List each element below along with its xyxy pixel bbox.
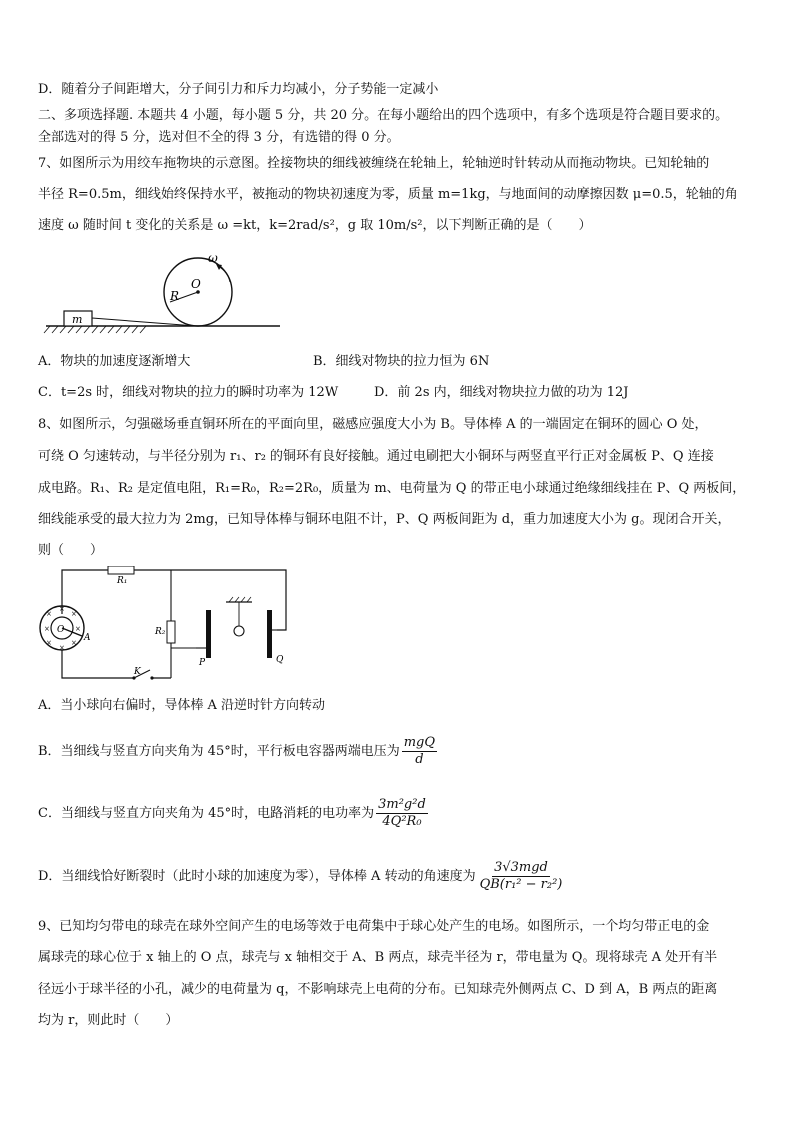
option-8d: D．当细线恰好断裂时（此时小球的加速度为零），导体棒 A 转动的角速度为 $\frac{\text{3√3mgd}}{\text{QB(r₁² − r₂²)}}$ xyxy=(38,860,563,892)
svg-text:O: O xyxy=(191,277,201,291)
option-7a: A．物块的加速度逐渐增大 xyxy=(38,354,191,369)
svg-text:×: × xyxy=(71,639,77,647)
resistor-r2 xyxy=(167,621,175,643)
svg-text:×: × xyxy=(59,644,65,652)
svg-text:R₁: R₁ xyxy=(117,576,128,586)
text-line: 均为 r，则此时（ ） xyxy=(38,1013,179,1028)
svg-text:×: × xyxy=(71,610,77,618)
text-line: 全部选对的得 5 分，选对但不全的得 3 分，有选错的得 0 分。 xyxy=(38,130,400,145)
circuit-figure xyxy=(36,566,298,690)
charged-ball xyxy=(234,626,244,636)
option-8b: B．当细线与竖直方向夹角为 45°时，平行板电容器两端电压为 $\frac{\text{mgQ}}{d}$ xyxy=(38,735,436,767)
text-line: 则（ ） xyxy=(38,543,104,558)
winch-figure xyxy=(36,244,296,334)
option-8c: C．当细线与竖直方向夹角为 45°时，电路消耗的电功率为 $\frac{\text{3m²g²d}}{\text{4Q²R₀}}$ xyxy=(38,797,426,829)
text-line: 半径 R=0.5m，细线始终保持水平，被拖动的物块初速度为零，质量 m=1kg，与地面间的动摩擦因数 μ=0.5，轮轴的角 xyxy=(38,187,738,202)
plate-p xyxy=(206,610,211,658)
svg-text:O: O xyxy=(57,625,65,635)
question-7: 7、如图所示为用绞车拖物块的示意图。拴接物块的细线被缠绕在轮轴上，轮轴逆时针转动从而拖动物块。已知轮轴的 xyxy=(38,156,710,171)
text-line: 速度 ω 随时间 t 变化的关系是 ω =kt，k=2rad/s²，g 取 10m/s²，以下判断正确的是（ ） xyxy=(38,218,592,233)
svg-text:P: P xyxy=(199,658,206,668)
svg-text:×: × xyxy=(46,610,52,618)
svg-text:ω: ω xyxy=(208,251,218,265)
svg-text:R: R xyxy=(170,289,180,303)
section-heading: 二、多项选择题. 本题共 4 小题，每小题 5 分，共 20 分。在每小题给出的四个选项中，有多个选项是符合题目要求的。 xyxy=(38,108,729,123)
text-line: 成电路。R₁、R₂ 是定值电阻，R₁=R₀，R₂=2R₀，质量为 m、电荷量为 Q 的带正电小球通过绝缘细线挂在 P、Q 两板间， xyxy=(38,481,746,496)
question-8: 8、如图所示，匀强磁场垂直铜环所在的平面向里，磁感应强度大小为 B。导体棒 A 的一端固定在铜环的圆心 O 处， xyxy=(38,417,708,432)
svg-text:×: × xyxy=(46,639,52,647)
svg-text:R₂: R₂ xyxy=(155,627,166,637)
fraction: $\frac{\text{mgQ}}{d}$ xyxy=(403,735,436,767)
svg-text:A: A xyxy=(84,633,91,643)
svg-text:×: × xyxy=(44,625,50,633)
text-line: 细线能承受的最大拉力为 2mg，已知导体棒与铜环电阻不计，P、Q 两板间距为 d，重力加速度大小为 g。现闭合开关， xyxy=(38,512,731,527)
option-7d: D．前 2s 内，细线对物块拉力做的功为 12J xyxy=(374,385,629,400)
svg-text:K: K xyxy=(134,667,141,677)
text-line: 属球壳的球心位于 x 轴上的 O 点，球壳与 x 轴相交于 A、B 两点，球壳半径为 r，带电量为 Q。现将球壳 A 处开有半 xyxy=(38,950,718,965)
svg-text:×: × xyxy=(75,625,81,633)
fraction: $\frac{\text{3m²g²d}}{\text{4Q²R₀}}$ xyxy=(378,797,426,829)
option-7c: C．t=2s 时，细线对物块的拉力的瞬时功率为 12W xyxy=(38,385,339,400)
block-label: m xyxy=(72,313,83,326)
svg-text:×: × xyxy=(59,605,65,613)
text-line: D．随着分子间距增大，分子间引力和斥力均减小，分子势能一定减小 xyxy=(38,82,439,97)
text-line: 径远小于球半径的小孔，减少的电荷量为 q，不影响球壳上电荷的分布。已知球壳外侧两点 C、D 到 A，B 两点的距离 xyxy=(38,982,718,997)
fraction: $\frac{\text{3√3mgd}}{\text{QB(r₁² − r₂²)}}$ xyxy=(479,860,563,892)
plate-q xyxy=(267,610,272,658)
option-8a: A．当小球向右偏时，导体棒 A 沿逆时针方向转动 xyxy=(38,698,326,713)
resistor-r1 xyxy=(108,566,134,574)
option-7b: B．细线对物块的拉力恒为 6N xyxy=(313,354,490,369)
svg-text:Q: Q xyxy=(276,655,284,665)
text-line: 可绕 O 匀速转动，与半径分别为 r₁、r₂ 的铜环有良好接触。通过电刷把大小铜环与两竖直平行正对金属板 P、Q 连接 xyxy=(38,449,714,464)
question-9: 9、已知均匀带电的球壳在球外空间产生的电场等效于电荷集中于球心处产生的电场。如图所示，一个均匀带正电的金 xyxy=(38,919,710,934)
